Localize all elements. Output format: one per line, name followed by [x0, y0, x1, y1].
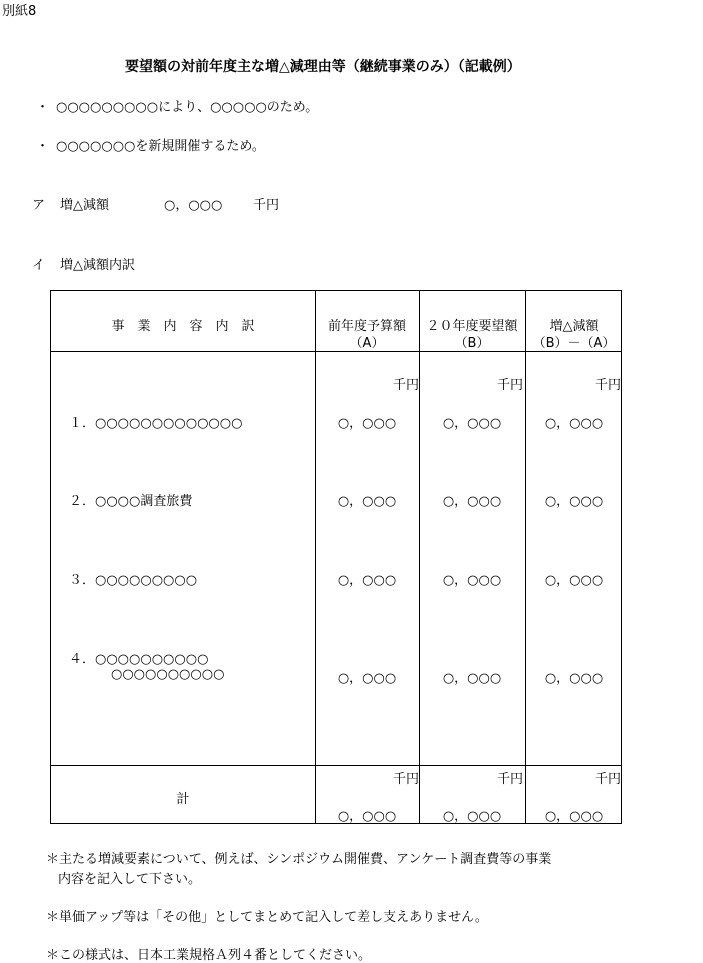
table-total-divider — [51, 765, 621, 766]
total-unit-label: 千円 — [594, 772, 621, 787]
row-value-diff: ○，○○○ — [544, 671, 604, 686]
section-i-mark: イ — [32, 258, 46, 273]
row-value-diff: ○，○○○ — [544, 573, 604, 588]
row-value-request: ○，○○○ — [442, 671, 502, 686]
row-label: ２．○○○○調査旅費 — [69, 494, 193, 509]
bullet-mark: ・ — [36, 139, 50, 154]
total-label: 計 — [176, 792, 190, 807]
total-unit-label: 千円 — [392, 772, 419, 787]
total-value-request: ○，○○○ — [442, 809, 502, 824]
row-value-diff: ○，○○○ — [544, 416, 604, 431]
unit-label: 千円 — [496, 378, 523, 393]
bullet-text: ○○○○○○○を新規開催するため。 — [56, 139, 265, 154]
row-label-continued: ○○○○○○○○○○ — [111, 667, 225, 682]
note-2: ＊単価アップ等は「その他」としてまとめて記入して差し支えありません。 — [46, 910, 488, 925]
document-title: 要望額の対前年度主な増△減理由等（継続事業のみ）（記載例） — [125, 59, 521, 75]
breakdown-table — [50, 290, 622, 824]
row-label: ３．○○○○○○○○○ — [69, 573, 198, 588]
row-value-request: ○，○○○ — [442, 416, 502, 431]
section-a-value: ○，○○○ — [164, 198, 223, 213]
section-a-label: 増△減額 — [60, 198, 109, 213]
header-diff-code: （B）－（A） — [532, 336, 616, 351]
bullet-mark: ・ — [36, 100, 50, 115]
header-diff: 増△減額 — [549, 319, 599, 334]
table-col-divider — [315, 291, 316, 823]
note-3: ＊この様式は、日本工業規格Ａ列４番としてください。 — [46, 948, 372, 963]
header-prev-budget: 前年度予算額 — [327, 319, 406, 334]
header-request-code: （B） — [454, 336, 490, 351]
table-col-divider — [525, 291, 526, 823]
table-col-divider — [419, 291, 420, 823]
row-value-prev: ○，○○○ — [337, 416, 397, 431]
header-request: ２０年度要望額 — [426, 319, 518, 334]
note-1-continued: 内容を記入して下さい。 — [58, 872, 202, 887]
unit-label: 千円 — [594, 378, 621, 393]
section-i-label: 増△減額内訳 — [60, 258, 135, 273]
row-value-prev: ○，○○○ — [337, 573, 397, 588]
header-prev-budget-code: （A） — [349, 336, 385, 351]
section-a-mark: ア — [32, 198, 46, 213]
header-business-content: 事 業 内 容 内 訳 — [111, 319, 255, 334]
row-label: １．○○○○○○○○○○○○○ — [69, 416, 243, 431]
row-value-prev: ○，○○○ — [337, 671, 397, 686]
table-header-divider — [51, 351, 621, 352]
row-value-request: ○，○○○ — [442, 494, 502, 509]
note-1: ＊主たる増減要素について、例えば、シンポジウム開催費、アンケート調査費等の事業 — [46, 852, 552, 867]
row-value-request: ○，○○○ — [442, 573, 502, 588]
row-value-diff: ○，○○○ — [544, 494, 604, 509]
row-label: ４．○○○○○○○○○○ — [69, 652, 209, 667]
attachment-label: 別紙8 — [2, 4, 37, 19]
total-value-prev: ○，○○○ — [337, 809, 397, 824]
row-value-prev: ○，○○○ — [337, 494, 397, 509]
bullet-text: ○○○○○○○○○により、○○○○○のため。 — [56, 100, 319, 115]
section-a-unit: 千円 — [253, 198, 280, 213]
total-unit-label: 千円 — [496, 772, 523, 787]
total-value-diff: ○，○○○ — [544, 809, 604, 824]
unit-label: 千円 — [392, 378, 419, 393]
